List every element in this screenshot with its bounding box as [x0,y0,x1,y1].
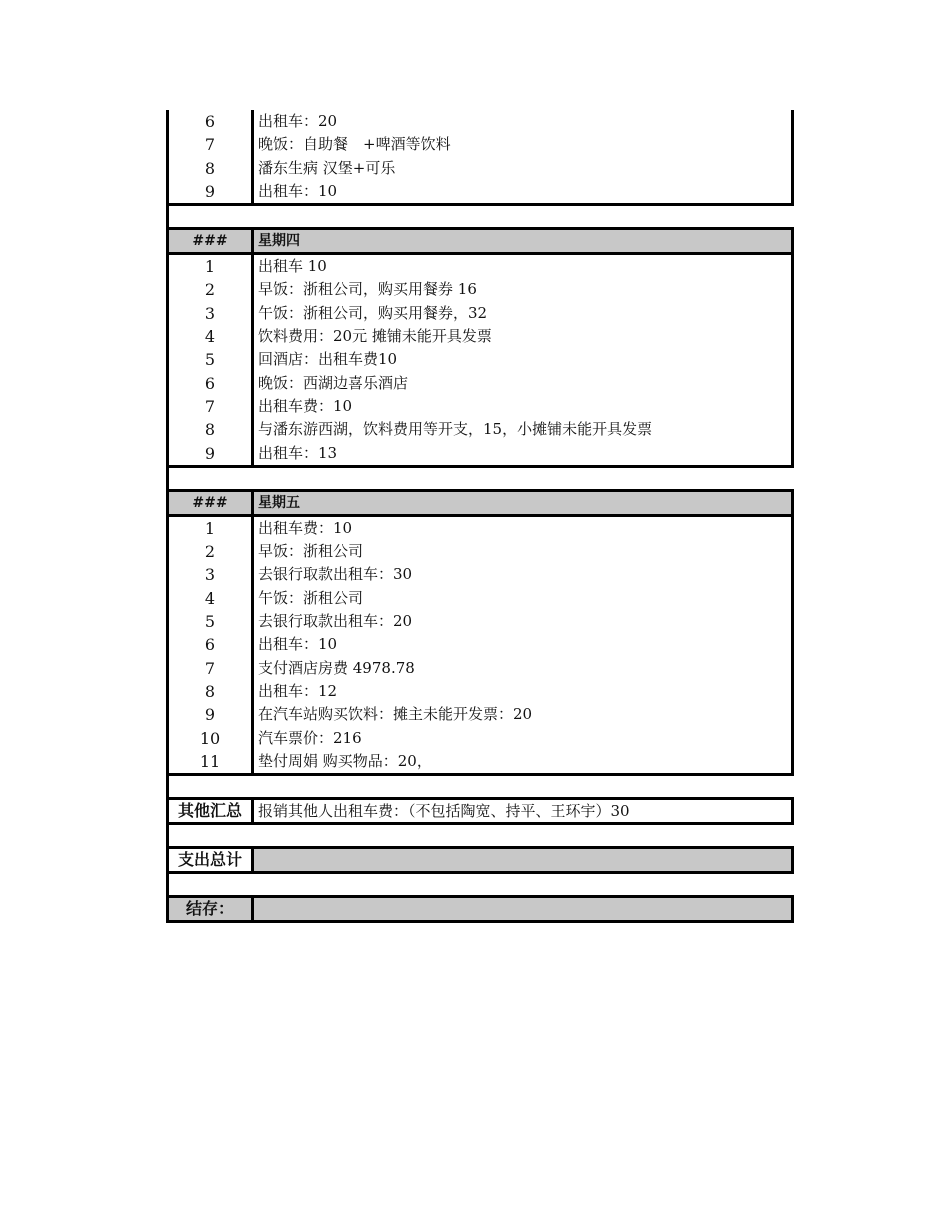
day-title[interactable]: 星期四 [251,230,791,252]
row-description[interactable]: 支付酒店房费 4978.78 [251,657,791,680]
row-description[interactable]: 出租车费：10 [251,395,791,418]
row-number[interactable]: 7 [204,135,216,155]
row-description[interactable]: 出租车：10 [251,180,791,203]
row-description[interactable]: 垫付周娟 购买物品：20， [251,750,791,773]
row-description[interactable]: 去银行取款出租车：20 [251,610,791,633]
table-row [169,180,791,203]
row-number[interactable]: 9 [204,181,216,201]
date-cell[interactable]: ### [192,233,228,250]
row-number[interactable]: 5 [204,350,216,370]
thursday-block [166,255,794,468]
row-number[interactable]: 6 [204,373,216,393]
continued-block [166,110,794,206]
row-description[interactable]: 与潘东游西湖，饮料费用等开支，15，小摊铺未能开具发票 [251,418,791,441]
row-description[interactable]: 去银行取款出租车：30 [251,563,791,586]
row-number[interactable]: 5 [204,612,216,632]
table-row [169,418,791,441]
spacer [166,874,794,895]
friday-block [166,517,794,776]
row-description[interactable]: 饮料费用：20元 摊铺未能开具发票 [251,325,791,348]
row-description[interactable]: 出租车费：10 [251,517,791,540]
day-title[interactable]: 星期五 [251,492,791,514]
spacer [166,206,794,227]
table-row [169,302,791,325]
row-number[interactable]: 7 [204,658,216,678]
row-description[interactable]: 回酒店：出租车费10 [251,348,791,371]
table-row [169,657,791,680]
date-cell[interactable]: ### [192,494,228,511]
row-description[interactable]: 出租车：20 [251,110,791,133]
row-description[interactable]: 出租车 10 [251,255,791,278]
table-row [169,372,791,395]
table-row [169,157,791,180]
other-summary-label[interactable]: 其他汇总 [177,801,242,821]
table-row [169,110,791,133]
other-summary-row [166,797,794,825]
row-description[interactable]: 午饭：浙租公司 [251,587,791,610]
table-row [169,517,791,540]
total-expense-value[interactable] [251,849,791,871]
table-row [169,563,791,586]
day-header-friday [166,489,794,517]
row-number[interactable]: 6 [204,635,216,655]
row-number[interactable]: 4 [204,327,216,347]
row-description[interactable]: 早饭：浙租公司，购买用餐券 16 [251,278,791,301]
balance-label[interactable]: 结存： [169,898,251,920]
row-description[interactable]: 出租车：10 [251,633,791,656]
table-row [169,348,791,371]
table-row [169,325,791,348]
row-number[interactable]: 8 [204,681,216,701]
other-summary-value[interactable]: 报销其他人出租车费：（不包括陶宽、持平、王环宇）30 [251,800,791,822]
spacer [166,825,794,846]
row-number[interactable]: 9 [204,443,216,463]
row-description[interactable]: 晚饭：自助餐 +啤酒等饮料 [251,133,791,156]
row-description[interactable]: 出租车：12 [251,680,791,703]
spacer [166,468,794,489]
row-number[interactable]: 1 [204,257,216,277]
row-number[interactable]: 3 [204,303,216,323]
row-number[interactable]: 1 [204,518,216,538]
row-number[interactable]: 2 [204,542,216,562]
table-row [169,255,791,278]
balance-value[interactable] [251,898,791,920]
row-number[interactable]: 3 [204,565,216,585]
row-number[interactable]: 7 [204,396,216,416]
row-number[interactable]: 4 [204,588,216,608]
row-number[interactable]: 2 [204,280,216,300]
row-number[interactable]: 6 [204,112,216,131]
table-row [169,610,791,633]
balance-row [166,895,794,923]
row-number[interactable]: 11 [199,751,221,771]
table-row [169,703,791,726]
row-description[interactable]: 在汽车站购买饮料：摊主未能开发票：20 [251,703,791,726]
table-row [169,727,791,750]
table-row [169,680,791,703]
table-row [169,133,791,156]
row-description[interactable]: 晚饭：西湖边喜乐酒店 [251,372,791,395]
table-row [169,587,791,610]
row-description[interactable]: 潘东生病 汉堡+可乐 [251,157,791,180]
row-number[interactable]: 8 [204,420,216,440]
row-description[interactable]: 出租车：13 [251,442,791,465]
expense-sheet [166,110,794,923]
row-number[interactable]: 9 [204,705,216,725]
row-description[interactable]: 午饭：浙租公司，购买用餐券，32 [251,302,791,325]
table-row [169,395,791,418]
spacer [166,776,794,797]
table-row [169,750,791,773]
table-row [169,442,791,465]
day-header-thursday [166,227,794,255]
row-description[interactable]: 早饭：浙租公司 [251,540,791,563]
row-number[interactable]: 10 [199,728,221,748]
table-row [169,278,791,301]
total-expense-row [166,846,794,874]
table-row [169,540,791,563]
table-row [169,633,791,656]
row-description[interactable]: 汽车票价：216 [251,727,791,750]
row-number[interactable]: 8 [204,158,216,178]
total-expense-label[interactable]: 支出总计 [169,849,251,871]
